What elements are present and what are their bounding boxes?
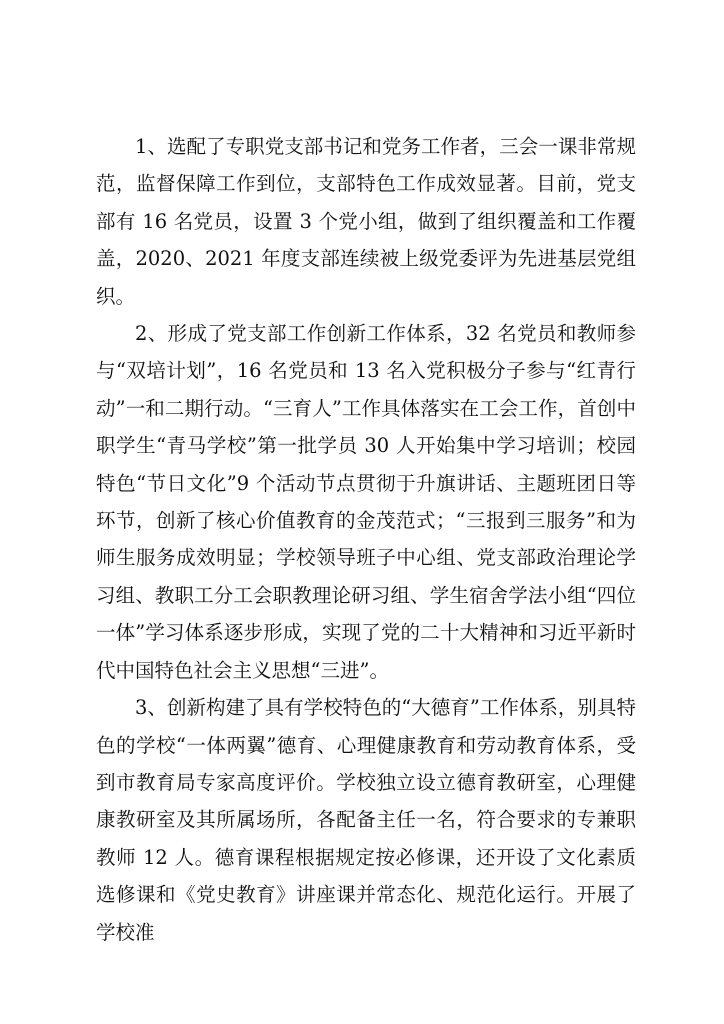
document-body bbox=[96, 128, 636, 951]
paragraph-2: 2、形成了党支部工作创新工作体系，32 名党员和教师参与“双培计划”，16 名党员和 13 名入党积极分子参与“红青行动”一和二期行动。“三育人”工作具体落实在工会工作，首创中职学生“青马学校”第一批学员 30 人开始集中学习培训；校园特色“节日文化”9 个活动节点贯彻于升旗讲话、主题班团日等环节，创新了核心价值教育的金茂范式；“三报到三服务”和为师生服务成效明显；学校领导班子中心组、党支部政治理论学习组、教职工分工会职教理论研习组、学生宿舍学法小组“四位一体”学习体系逐步形成，实现了党的二十大精神和习近平新时代中国特色社会主义思想“三进”。 bbox=[96, 322, 636, 682]
paragraph-1: 1、选配了专职党支部书记和党务工作者，三会一课非常规范，监督保障工作到位，支部特色工作成效显著。目前，党支部有 16 名党员，设置 3 个党小组，做到了组织覆盖和工作覆盖，2020、2021 年度支部连续被上级党委评为先进基层党组织。 bbox=[96, 135, 636, 308]
paragraph-3: 3、创新构建了具有学校特色的“大德育”工作体系，别具特色的学校“一体两翼”德育、心理健康教育和劳动教育体系，受到市教育局专家高度评价。学校独立设立德育教研室，心理健康教研室及其所属场所，各配备主任一名，符合要求的专兼职教师 12 人。德育课程根据规定按必修课，还开设了文化素质选修课和《党史教育》讲座课并常态化、规范化运行。开展了学校准 bbox=[96, 696, 636, 944]
